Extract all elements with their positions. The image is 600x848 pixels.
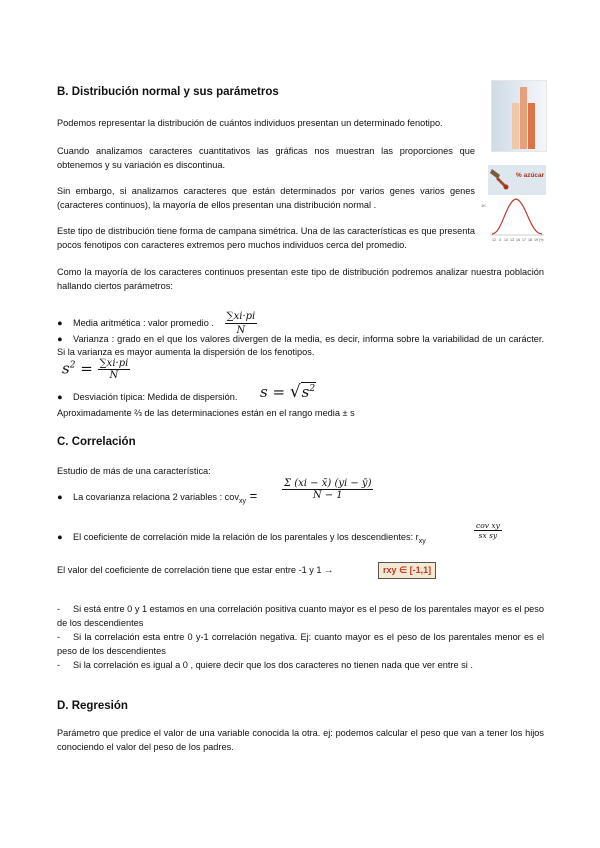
section-d-title: D. Regresión — [57, 700, 128, 712]
axis-label-3: 14 — [504, 238, 508, 242]
variance-fraction — [98, 358, 131, 381]
bar-3 — [528, 103, 535, 149]
axis-label-9: (% — [539, 238, 544, 242]
section-d-p1: Parámetro que predice el valor de una variable conocida la otra. ej: podemos calcular el peso que van a tener los hijos conociendo el valor del peso de los padres. — [57, 728, 544, 752]
cov-subscript: xy — [238, 497, 246, 505]
dash-marker: - — [57, 632, 61, 642]
r-fraction — [474, 521, 502, 540]
cov-numerator: Σ (xi − x̄) (yi − ȳ) — [284, 478, 372, 489]
r-denominator: sx sy — [478, 531, 498, 540]
normal-curve-figure — [480, 165, 546, 243]
bullet-dot: ● — [57, 334, 63, 344]
bullet-correlation — [57, 531, 426, 548]
section-b-p5: Como la mayoría de los caracteres continuos presentan este tipo de distribución podremos analizar nuestra población hallando ciertos parámetros: — [57, 267, 544, 291]
bar-2 — [512, 103, 519, 149]
dash-marker: - — [57, 604, 61, 614]
range-text: El valor del coeficiente de correlación tiene que estar entre -1 y 1 → — [57, 565, 334, 575]
sd-exponent: 2 — [309, 384, 316, 394]
sd-radicand: s — [301, 383, 310, 401]
bullet-covariance: ● La covarianza relaciona 2 variables : cov$_{xy}$ = — [57, 488, 258, 505]
y-axis-label: 1K — [481, 203, 486, 208]
variance-exponent: 2 — [69, 360, 76, 371]
variance-formula: $s^2$ = $\frac{\sum xi\cdot pi}{N}$ — [62, 358, 129, 381]
mean-denominator: N — [236, 325, 246, 336]
sd-lhs: s = — [260, 383, 286, 401]
section-c-title: C. Correlación — [57, 436, 136, 448]
bullet-dot: ● — [57, 532, 63, 542]
normal-curve — [492, 199, 542, 234]
section-b-p3: Sin embargo, si analizamos caracteres que están determinados por varios genes varios genes (caracteres continuos), la mayoría de ellos presentan una distribución normal . — [57, 186, 475, 210]
dash-3-text: Si la correlación es igual a 0 , quiere decir que los dos caracteres no tienen nada que ver entre si . — [73, 660, 473, 670]
chart-caption: % azúcar — [516, 172, 545, 179]
bullet-variance-text: Varianza : grado en el que los valores divergen de la media, es decir, informa sobre la variabilidad de un carácter. Si la varianza es mayor aumenta la dispersión de los fenotipos. — [57, 334, 544, 357]
bullet-cov-text: La covarianza relaciona 2 variables : cov — [73, 492, 239, 502]
approx-text: Aproximadamente ⅔ de las determinaciones están en el rango media ± s — [57, 408, 355, 418]
r-formula — [474, 521, 502, 540]
axis-label-1: 12 — [492, 238, 496, 242]
bar-1 — [520, 87, 527, 149]
bullet-sd — [57, 391, 237, 404]
axis-label-2: 3 — [499, 238, 501, 242]
bullet-r-text: El coeficiente de correlación mide la relación de los parentales y los descendientes: r — [73, 532, 419, 542]
section-b-title: B. Distribución normal y sus parámetros — [57, 86, 279, 98]
section-b-p4: Este tipo de distribución tiene forma de campana simétrica. Una de las características es que presenta pocos fenotipos con caracteres extremos pero muchos individuos cerca del promedio. — [57, 226, 475, 250]
bar-chart-figure — [491, 80, 547, 152]
dash-2-text: Si la correlación esta entre 0 y-1 correlación negativa. Ej: cuanto mayor es el peso de los parentales menor es el peso de los descendientes — [57, 632, 544, 656]
axis-label-6: 17 — [522, 238, 526, 242]
variance-lhs: s — [62, 359, 70, 378]
variance-denominator: N — [109, 370, 119, 381]
section-b-p1: Podemos representar la distribución de cuántos individuos presentan un determinado fenotipo. — [57, 118, 443, 128]
dash-item-2 — [57, 631, 544, 658]
section-b-p2: Cuando analizamos caracteres cuantitativos las gráficas nos muestran las proporciones que obtenemos y su variación es discontinua. — [57, 146, 475, 170]
range-box: rxy ∈ [-1,1] — [378, 562, 436, 579]
axis-label-4: 13 — [510, 238, 514, 242]
variance-numerator: ∑xi·pi — [99, 358, 129, 369]
axis-label-7: 18 — [528, 238, 532, 242]
bullet-sd-text: Desviación típica: Medida de dispersión. — [73, 392, 238, 402]
bullet-dot: ● — [57, 392, 63, 402]
dash-marker: - — [57, 660, 61, 670]
r-subscript: xy — [418, 537, 426, 545]
dash-1-text: Si está entre 0 y 1 estamos en una correlación positiva cuanto mayor es el peso de los parentales mayor es el peso de los descendientes — [57, 604, 544, 628]
cov-fraction — [282, 478, 373, 501]
bullet-dot: ● — [57, 492, 63, 502]
mean-numerator: ∑xi·pi — [226, 311, 256, 322]
sd-radicand-wrap — [301, 382, 316, 401]
axis-label-8: 19 — [534, 238, 538, 242]
bullet-dot: ● — [57, 317, 63, 328]
section-c-intro: Estudio de más de una característica: — [57, 466, 211, 476]
bullet-variance — [57, 333, 544, 359]
sd-formula: $s = √s^2$ — [260, 382, 316, 402]
axis-label-5: 16 — [516, 238, 520, 242]
covariance-formula — [282, 478, 373, 501]
dash-item-1 — [57, 603, 544, 630]
r-numerator: cov xy — [476, 521, 500, 530]
dash-item-3 — [57, 659, 544, 673]
bullet-mean-text: Media aritmética : valor promedio . — [73, 317, 214, 328]
cov-denominator: N − 1 — [312, 490, 343, 501]
